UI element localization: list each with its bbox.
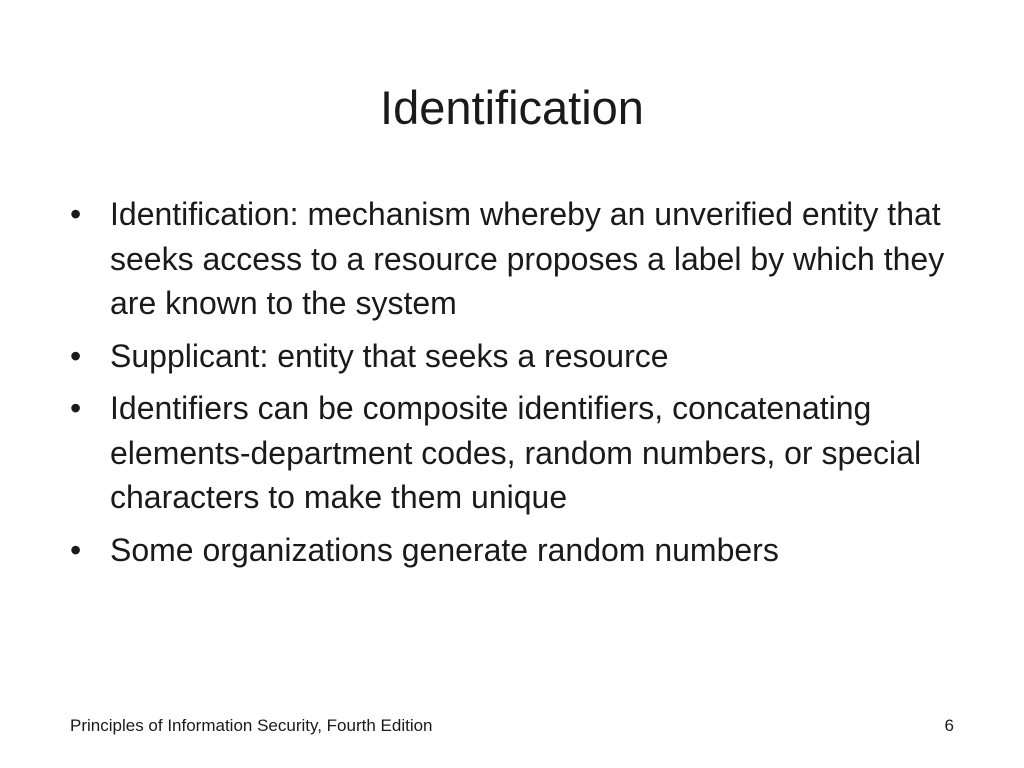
footer-source: Principles of Information Security, Fourth Edition (70, 716, 433, 735)
bullet-item (70, 386, 950, 520)
bullet-text: Supplicant: entity that seeks a resource (110, 337, 669, 374)
bullet-item (70, 192, 950, 326)
bullet-list (70, 192, 950, 580)
page-number: 6 (944, 716, 954, 735)
bullet-text: Identification: mechanism whereby an unverified entity that seeks access to a resource proposes a label by which they are known to the system (110, 196, 945, 321)
slide-title: Identification (380, 81, 644, 134)
bullet-text: Identifiers can be composite identifiers, concatenating elements-department codes, random numbers, or special characters to make them unique (110, 390, 922, 515)
bullet-text: Some organizations generate random numbers (110, 531, 779, 568)
bullet-dot: • (70, 531, 82, 568)
bullet-dot: • (70, 196, 82, 232)
bullet-dot: • (70, 390, 82, 426)
bullet-item (70, 334, 950, 379)
bullet-dot: • (70, 337, 82, 374)
bullet-item (70, 528, 950, 573)
